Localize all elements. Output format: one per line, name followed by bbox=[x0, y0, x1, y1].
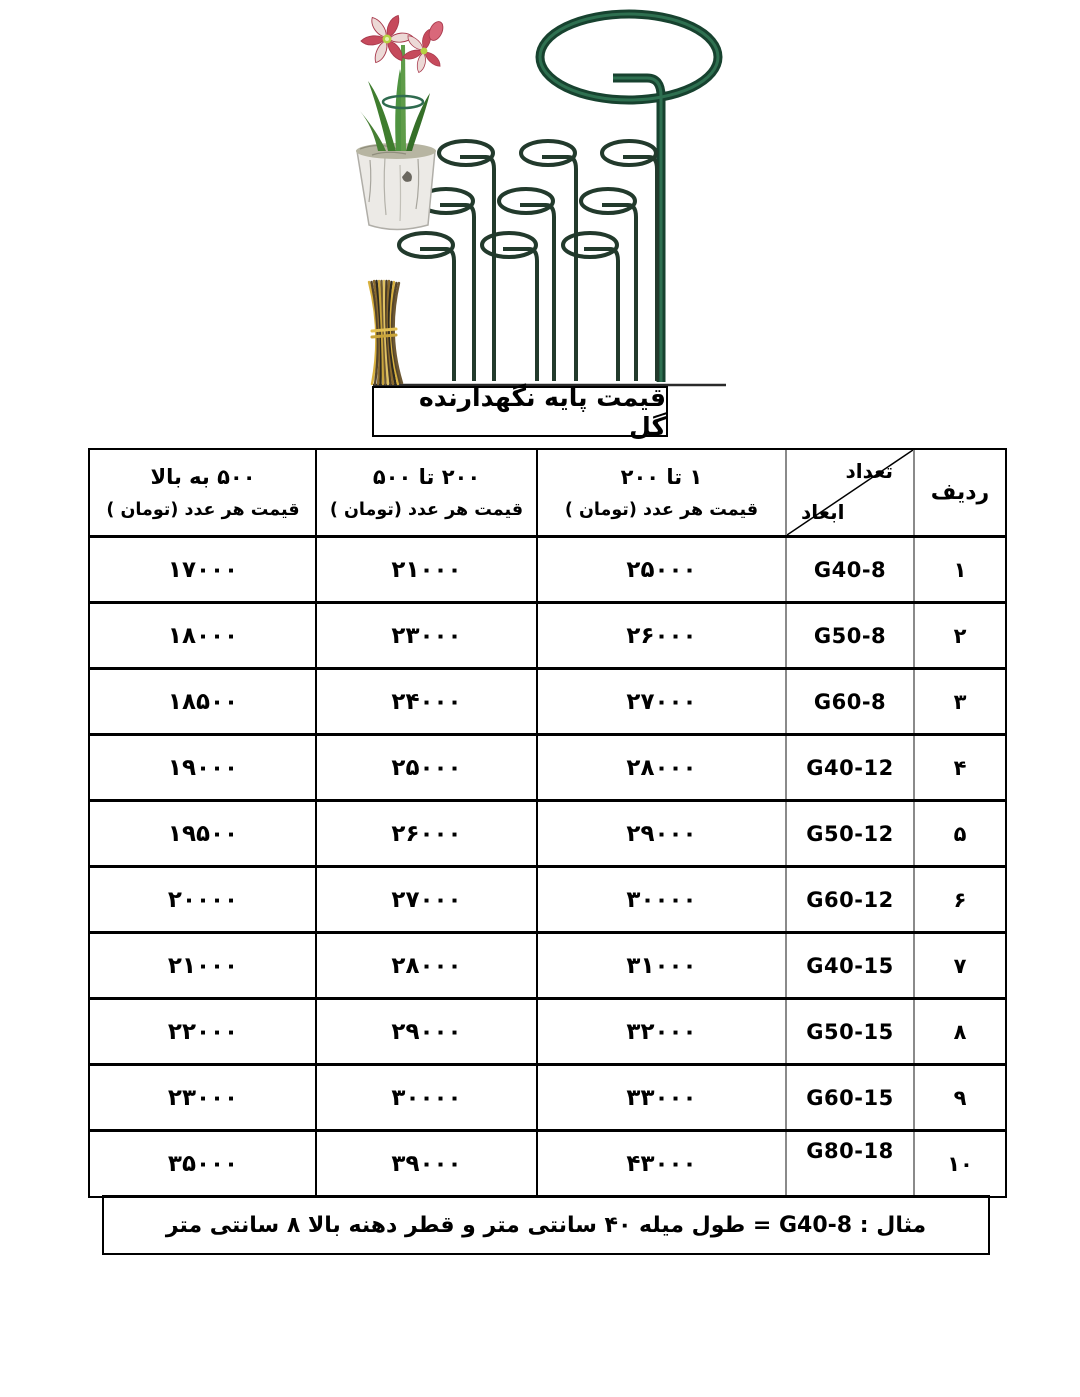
row-number-cell: ۵ bbox=[913, 802, 1005, 865]
price-1-200-cell: ۳۱۰۰۰ bbox=[536, 934, 785, 997]
dims-cell: G80-18 bbox=[785, 1132, 913, 1195]
price-500-up-cell: ۱۹۰۰۰ bbox=[167, 754, 239, 781]
price-1-200-cell: ۳۲۰۰۰ bbox=[536, 1000, 785, 1063]
row-number-cell: ۳ bbox=[913, 670, 1005, 733]
row-number-cell: ۶ bbox=[913, 868, 1005, 931]
table-row bbox=[90, 601, 1005, 667]
dims-cell: G60-8 bbox=[785, 670, 913, 733]
potted-amaryllis-image bbox=[356, 14, 451, 230]
price-1-200-cell: ۲۷۰۰۰ bbox=[536, 670, 785, 733]
page-title: قیمت پایه نگهدارنده گل bbox=[419, 382, 666, 441]
table-row bbox=[90, 1129, 1005, 1195]
row-number-cell: ۲ bbox=[913, 604, 1005, 667]
price-500-up-cell: ۱۸۵۰۰ bbox=[167, 688, 239, 715]
price-1-200-cell: ۳۰۰۰۰ bbox=[536, 868, 785, 931]
price-500-up-cell: ۲۳۰۰۰ bbox=[167, 1084, 239, 1111]
example-note-text: مثال : G40-8 = طول میله ۴۰ سانتی متر و قطر دهنه بالا ۸ سانتی متر bbox=[165, 1212, 927, 1238]
header-quantity-dims bbox=[785, 450, 913, 535]
header-row-number bbox=[913, 450, 1005, 535]
price-200-500-cell: ۳۹۰۰۰ bbox=[315, 1132, 536, 1195]
product-collage-svg bbox=[330, 5, 730, 390]
table-row bbox=[90, 733, 1005, 799]
dims-cell: G60-15 bbox=[785, 1066, 913, 1129]
table-row bbox=[90, 1063, 1005, 1129]
price-500-up-cell: ۲۱۰۰۰ bbox=[167, 952, 239, 979]
large-stake-image bbox=[540, 14, 718, 382]
dims-cell: G40-12 bbox=[785, 736, 913, 799]
row-number-cell: ۹ bbox=[913, 1066, 1005, 1129]
price-500-up-cell: ۱۷۰۰۰ bbox=[167, 556, 239, 583]
price-500-up-cell: ۱۸۰۰۰ bbox=[167, 622, 239, 649]
header-range-200-500: ۲۰۰ تا ۵۰۰ bbox=[372, 465, 481, 489]
price-1-200-cell: ۲۸۰۰۰ bbox=[536, 736, 785, 799]
header-range-1-200: ۱ تا ۲۰۰ bbox=[620, 465, 703, 489]
price-200-500-cell: ۲۵۰۰۰ bbox=[315, 736, 536, 799]
price-200-500-cell: ۲۷۰۰۰ bbox=[315, 868, 536, 931]
header-price-1-200 bbox=[536, 450, 785, 535]
price-500-up-cell: ۲۲۰۰۰ bbox=[167, 1018, 239, 1045]
example-note-box bbox=[102, 1195, 990, 1255]
price-table bbox=[88, 448, 1007, 1198]
table-row bbox=[90, 667, 1005, 733]
header-sub-1-200: قیمت هر عدد (تومان ) bbox=[564, 500, 759, 520]
header-sub-500-up: قیمت هر عدد (تومان ) bbox=[106, 500, 300, 520]
row-number-cell: ۱۰ bbox=[913, 1132, 1005, 1195]
row-number-cell: ۱ bbox=[913, 538, 1005, 601]
price-200-500-cell: ۳۰۰۰۰ bbox=[315, 1066, 536, 1129]
dims-cell: G50-8 bbox=[785, 604, 913, 667]
product-collage bbox=[330, 5, 730, 390]
page-title-box bbox=[372, 382, 668, 441]
price-200-500-cell: ۲۶۰۰۰ bbox=[315, 802, 536, 865]
header-row-number-label: ردیف bbox=[930, 480, 990, 505]
price-200-500-cell: ۲۹۰۰۰ bbox=[315, 1000, 536, 1063]
row-number-cell: ۷ bbox=[913, 934, 1005, 997]
price-500-up-cell: ۲۰۰۰۰ bbox=[167, 886, 239, 913]
header-range-500-up: ۵۰۰ به بالا bbox=[150, 465, 256, 489]
header-price-500-up bbox=[91, 450, 315, 535]
price-1-200-cell: ۲۵۰۰۰ bbox=[536, 538, 785, 601]
row-number-cell: ۴ bbox=[913, 736, 1005, 799]
price-1-200-cell: ۴۳۰۰۰ bbox=[536, 1132, 785, 1195]
header-dims-label: ابعاد bbox=[801, 500, 845, 524]
dims-cell: G60-12 bbox=[785, 868, 913, 931]
dims-cell: G50-15 bbox=[785, 1000, 913, 1063]
price-500-up-cell: ۱۹۵۰۰ bbox=[167, 820, 239, 847]
price-200-500-cell: ۲۴۰۰۰ bbox=[315, 670, 536, 733]
table-row bbox=[90, 865, 1005, 931]
dims-cell: G40-8 bbox=[785, 538, 913, 601]
table-row bbox=[90, 997, 1005, 1063]
table-row bbox=[90, 799, 1005, 865]
price-1-200-cell: ۳۳۰۰۰ bbox=[536, 1066, 785, 1129]
header-quantity-label: تعداد bbox=[845, 459, 893, 483]
price-200-500-cell: ۲۸۰۰۰ bbox=[315, 934, 536, 997]
bamboo-bundle-image bbox=[369, 281, 402, 384]
table-row bbox=[90, 535, 1005, 601]
table-header-row bbox=[90, 450, 1005, 535]
price-1-200-cell: ۲۹۰۰۰ bbox=[536, 802, 785, 865]
price-200-500-cell: ۲۳۰۰۰ bbox=[315, 604, 536, 667]
price-1-200-cell: ۲۶۰۰۰ bbox=[536, 604, 785, 667]
header-sub-200-500: قیمت هر عدد (تومان ) bbox=[329, 500, 524, 520]
row-number-cell: ۸ bbox=[913, 1000, 1005, 1063]
dims-cell: G50-12 bbox=[785, 802, 913, 865]
table-row bbox=[90, 931, 1005, 997]
header-price-200-500 bbox=[315, 450, 536, 535]
small-stakes-image bbox=[399, 141, 657, 381]
price-200-500-cell: ۲۱۰۰۰ bbox=[315, 538, 536, 601]
price-500-up-cell: ۳۵۰۰۰ bbox=[167, 1150, 239, 1177]
dims-cell: G40-15 bbox=[785, 934, 913, 997]
